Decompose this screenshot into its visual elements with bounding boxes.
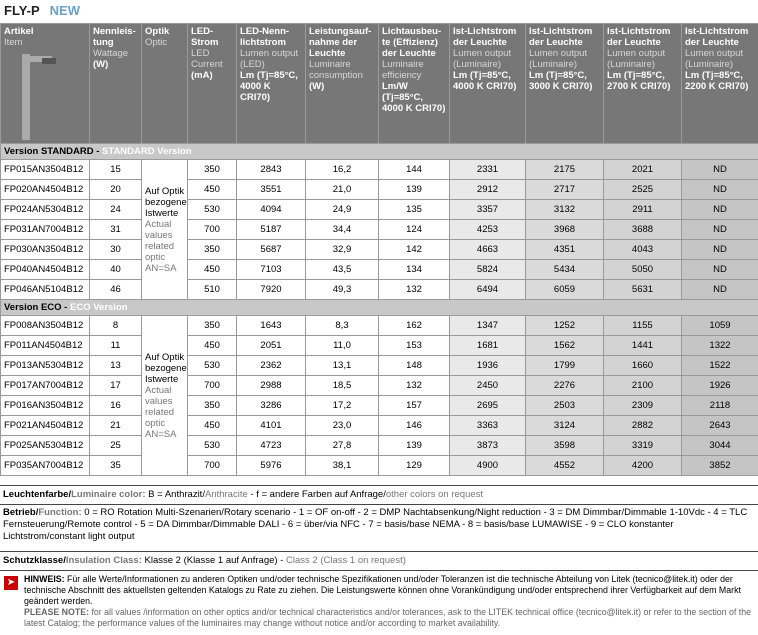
eco-lumen-3000k: 1562 [526, 336, 604, 356]
eco-wattage: 21 [90, 416, 142, 436]
std-lumen-3000k: 2717 [526, 180, 604, 200]
std-consumption: 24,9 [306, 200, 379, 220]
eco-led-current: 530 [188, 436, 237, 456]
eco-lumen-3000k: 1799 [526, 356, 604, 376]
eco-lumen-2200k: 1059 [682, 316, 758, 336]
std-led-current: 700 [188, 220, 237, 240]
std-lumen-2700k: 3688 [604, 220, 682, 240]
std-efficiency: 134 [379, 260, 450, 280]
eco-lumen-2700k: 2309 [604, 396, 682, 416]
eco-wattage: 8 [90, 316, 142, 336]
table-row [1, 220, 758, 240]
std-consumption: 49,3 [306, 280, 379, 300]
std-led-current: 530 [188, 200, 237, 220]
warning-note: ➤ HINWEIS: Für alle Werte/Informationen zu anderen Optiken und/oder technische Spezifikationen und/oder Toleranzen ist die technische Abteilung von Litek (tecnico@litek.it) oder der technische Abschnitt des aktuellsten geltenden Katalogs zu Rate zu ziehen. Die Leistungswerte können ohne Vorankündigung und/oder entsprechend ihrer Verfügbarkeit auf dem Markt geändert werden. PLEASE NOTE: for all values /information on other optics and/or technical characteristics and/or tolerances, ask to the LITEK technical office (tecnico@litek.it) or refer to the section of the latest Catalog; the performance values of the luminaires may change without notice and/or according to market availability. [0, 574, 758, 629]
eco-led-lumen: 3286 [237, 396, 306, 416]
eco-lumen-2200k: 3044 [682, 436, 758, 456]
std-consumption: 34,4 [306, 220, 379, 240]
eco-lumen-2700k: 4200 [604, 456, 682, 476]
eco-wattage: 17 [90, 376, 142, 396]
eco-lumen-3000k: 1252 [526, 316, 604, 336]
new-badge: NEW [49, 2, 80, 18]
table-row [1, 160, 758, 180]
std-wattage: 20 [90, 180, 142, 200]
section-eco: Version ECO - ECO Version [1, 300, 758, 316]
header-wattage: Nennleis-tung Wattage (W) [90, 24, 142, 144]
std-lumen-2700k: 2021 [604, 160, 682, 180]
std-lumen-2200k: ND [682, 220, 758, 240]
eco-wattage: 16 [90, 396, 142, 416]
eco-lumen-3000k: 3124 [526, 416, 604, 436]
eco-led-lumen: 2988 [237, 376, 306, 396]
eco-consumption: 8,3 [306, 316, 379, 336]
title-bar [0, 0, 758, 20]
eco-consumption: 13,1 [306, 356, 379, 376]
eco-lumen-2200k: 2118 [682, 396, 758, 416]
std-lumen-3000k: 2175 [526, 160, 604, 180]
note-function: Betrieb/Function: 0 = RO Rotation Multi-Szenarien/Rotary scenario - 1 = OF on-off - 2 = DMP Nachtabsenkung/Night reduction - 3 = DM Dimmbar/Dimmable 1-10Vdc - 4 = TLC Fernsteuerung/Remote control - 5 = DA Dimmbar/Dimmable DALI - 6 = über/via NFC - 7 = basis/base NEMA - 8 = basis/base LUMAWISE - 9 = CLO konstanter Lichtstrom/constant light output [3, 507, 748, 542]
std-lumen-3000k: 5434 [526, 260, 604, 280]
header-led-lumen: LED-Nenn-lichtstrom Lumen output (LED) Lm (Tj=85°C, 4000 K CRI70) [237, 24, 306, 144]
table-row [1, 356, 758, 376]
eco-led-lumen: 5976 [237, 456, 306, 476]
eco-lumen-2700k: 2882 [604, 416, 682, 436]
eco-item-code: FP025AN5304B12 [1, 436, 90, 456]
std-led-current: 350 [188, 240, 237, 260]
warning-icon: ➤ [4, 576, 18, 590]
eco-led-lumen: 2362 [237, 356, 306, 376]
table-row [1, 180, 758, 200]
table-row [1, 396, 758, 416]
eco-efficiency: 148 [379, 356, 450, 376]
eco-lumen-4000k: 2695 [450, 396, 526, 416]
eco-efficiency: 139 [379, 436, 450, 456]
std-efficiency: 135 [379, 200, 450, 220]
eco-led-lumen: 1643 [237, 316, 306, 336]
luminaire-thumbnail [22, 54, 30, 140]
optic-note: Auf Optik bezogene Istwerte Actual values related optic AN=SA [142, 316, 188, 476]
eco-rows [1, 300, 758, 476]
eco-led-current: 700 [188, 376, 237, 396]
eco-item-code: FP011AN4504B12 [1, 336, 90, 356]
std-consumption: 16,2 [306, 160, 379, 180]
std-lumen-4000k: 5824 [450, 260, 526, 280]
table-row [1, 240, 758, 260]
std-consumption: 43,5 [306, 260, 379, 280]
std-led-lumen: 7103 [237, 260, 306, 280]
eco-wattage: 13 [90, 356, 142, 376]
eco-wattage: 25 [90, 436, 142, 456]
eco-lumen-2700k: 3319 [604, 436, 682, 456]
eco-led-current: 350 [188, 316, 237, 336]
eco-led-current: 700 [188, 456, 237, 476]
eco-lumen-2200k: 1926 [682, 376, 758, 396]
eco-lumen-2700k: 1441 [604, 336, 682, 356]
std-item-code: FP030AN3504B12 [1, 240, 90, 260]
eco-lumen-2700k: 1155 [604, 316, 682, 336]
std-led-current: 510 [188, 280, 237, 300]
std-lumen-4000k: 3357 [450, 200, 526, 220]
eco-lumen-4000k: 4900 [450, 456, 526, 476]
std-efficiency: 124 [379, 220, 450, 240]
std-led-current: 450 [188, 180, 237, 200]
eco-wattage: 11 [90, 336, 142, 356]
eco-lumen-4000k: 1936 [450, 356, 526, 376]
table-row [1, 416, 758, 436]
eco-led-lumen: 2051 [237, 336, 306, 356]
eco-led-lumen: 4723 [237, 436, 306, 456]
std-lumen-2700k: 4043 [604, 240, 682, 260]
std-lumen-2200k: ND [682, 180, 758, 200]
std-efficiency: 142 [379, 240, 450, 260]
note-insulation: Schutzklasse/Insulation Class: Klasse 2 (Klasse 1 auf Anfrage) - Class 2 (Class 1 on request) [3, 555, 406, 566]
std-consumption: 21,0 [306, 180, 379, 200]
std-wattage: 24 [90, 200, 142, 220]
header-lumen-2700k: Ist-Lichtstrom der Leuchte Lumen output (Luminaire) Lm (Tj=85°C, 2700 K CRI70) [604, 24, 682, 144]
eco-lumen-2200k: 3852 [682, 456, 758, 476]
eco-efficiency: 157 [379, 396, 450, 416]
std-led-lumen: 3551 [237, 180, 306, 200]
eco-efficiency: 146 [379, 416, 450, 436]
std-item-code: FP046AN5104B12 [1, 280, 90, 300]
std-lumen-3000k: 3968 [526, 220, 604, 240]
eco-lumen-4000k: 1681 [450, 336, 526, 356]
std-lumen-3000k: 4351 [526, 240, 604, 260]
header-led-current: LED-Strom LED Current (mA) [188, 24, 237, 144]
std-item-code: FP031AN7004B12 [1, 220, 90, 240]
eco-lumen-4000k: 3873 [450, 436, 526, 456]
table-row [1, 336, 758, 356]
std-item-code: FP040AN4504B12 [1, 260, 90, 280]
std-lumen-2700k: 5050 [604, 260, 682, 280]
divider [0, 570, 758, 571]
header-efficiency: Lichtausbeu-te (Effizienz) der Leuchte Luminaire efficiency Lm/W (Tj=85°C, 4000 K CRI70) [379, 24, 450, 144]
std-item-code: FP024AN5304B12 [1, 200, 90, 220]
table-row [1, 456, 758, 476]
product-title: FLY-P [4, 2, 40, 18]
eco-led-lumen: 4101 [237, 416, 306, 436]
std-lumen-2200k: ND [682, 260, 758, 280]
header-lumen-2200k: Ist-Lichtstrom der Leuchte Lumen output (Luminaire) Lm (Tj=85°C, 2200 K CRI70) [682, 24, 758, 144]
std-led-lumen: 5187 [237, 220, 306, 240]
std-led-lumen: 2843 [237, 160, 306, 180]
std-wattage: 15 [90, 160, 142, 180]
eco-lumen-3000k: 3598 [526, 436, 604, 456]
std-lumen-3000k: 3132 [526, 200, 604, 220]
section-standard: Version STANDARD - STANDARD Version [1, 144, 758, 160]
eco-lumen-2700k: 1660 [604, 356, 682, 376]
standard-rows [1, 144, 758, 300]
table-row [1, 436, 758, 456]
eco-item-code: FP021AN4504B12 [1, 416, 90, 436]
eco-consumption: 23,0 [306, 416, 379, 436]
std-lumen-2200k: ND [682, 240, 758, 260]
eco-lumen-2700k: 2100 [604, 376, 682, 396]
divider [0, 504, 758, 505]
table-header [1, 24, 758, 144]
spec-table [0, 23, 758, 476]
std-led-current: 450 [188, 260, 237, 280]
std-efficiency: 144 [379, 160, 450, 180]
eco-lumen-2200k: 1322 [682, 336, 758, 356]
eco-efficiency: 132 [379, 376, 450, 396]
header-lumen-4000k: Ist-Lichtstrom der Leuchte Lumen output (Luminaire) Lm (Tj=85°C, 4000 K CRI70) [450, 24, 526, 144]
table-row [1, 316, 758, 336]
eco-lumen-4000k: 3363 [450, 416, 526, 436]
eco-consumption: 27,8 [306, 436, 379, 456]
std-item-code: FP020AN4504B12 [1, 180, 90, 200]
header-lumen-3000k: Ist-Lichtstrom der Leuchte Lumen output (Luminaire) Lm (Tj=85°C, 3000 K CRI70) [526, 24, 604, 144]
eco-lumen-3000k: 2503 [526, 396, 604, 416]
table-row [1, 376, 758, 396]
eco-led-current: 350 [188, 396, 237, 416]
eco-efficiency: 129 [379, 456, 450, 476]
eco-item-code: FP035AN7004B12 [1, 456, 90, 476]
std-lumen-4000k: 2912 [450, 180, 526, 200]
eco-efficiency: 153 [379, 336, 450, 356]
std-lumen-2200k: ND [682, 160, 758, 180]
std-wattage: 40 [90, 260, 142, 280]
std-wattage: 46 [90, 280, 142, 300]
std-led-lumen: 5687 [237, 240, 306, 260]
std-lumen-2200k: ND [682, 200, 758, 220]
std-item-code: FP015AN3504B12 [1, 160, 90, 180]
std-lumen-2700k: 2911 [604, 200, 682, 220]
eco-item-code: FP016AN3504B12 [1, 396, 90, 416]
std-led-current: 350 [188, 160, 237, 180]
eco-consumption: 17,2 [306, 396, 379, 416]
eco-lumen-4000k: 2450 [450, 376, 526, 396]
std-led-lumen: 7920 [237, 280, 306, 300]
std-lumen-2200k: ND [682, 280, 758, 300]
std-lumen-4000k: 4253 [450, 220, 526, 240]
eco-item-code: FP013AN5304B12 [1, 356, 90, 376]
eco-led-current: 450 [188, 336, 237, 356]
note-color: Leuchtenfarbe/Luminaire color: B = Anthrazit/Anthracite - f = andere Farben auf Anfrage/other colors on request [3, 489, 484, 500]
std-consumption: 32,9 [306, 240, 379, 260]
eco-led-current: 530 [188, 356, 237, 376]
eco-consumption: 11,0 [306, 336, 379, 356]
table-row [1, 260, 758, 280]
table-row [1, 200, 758, 220]
eco-item-code: FP008AN3504B12 [1, 316, 90, 336]
eco-lumen-2200k: 2643 [682, 416, 758, 436]
std-led-lumen: 4094 [237, 200, 306, 220]
eco-led-current: 450 [188, 416, 237, 436]
header-optic: Optik Optic [142, 24, 188, 144]
std-lumen-2700k: 2525 [604, 180, 682, 200]
eco-consumption: 18,5 [306, 376, 379, 396]
std-lumen-4000k: 6494 [450, 280, 526, 300]
eco-lumen-3000k: 4552 [526, 456, 604, 476]
eco-item-code: FP017AN7004B12 [1, 376, 90, 396]
std-lumen-4000k: 2331 [450, 160, 526, 180]
divider [0, 485, 758, 486]
eco-lumen-3000k: 2276 [526, 376, 604, 396]
eco-lumen-2200k: 1522 [682, 356, 758, 376]
eco-wattage: 35 [90, 456, 142, 476]
header-item: Artikel Item [1, 24, 90, 144]
std-efficiency: 139 [379, 180, 450, 200]
std-wattage: 31 [90, 220, 142, 240]
table-row [1, 280, 758, 300]
std-wattage: 30 [90, 240, 142, 260]
std-efficiency: 132 [379, 280, 450, 300]
std-lumen-3000k: 6059 [526, 280, 604, 300]
eco-efficiency: 162 [379, 316, 450, 336]
eco-consumption: 38,1 [306, 456, 379, 476]
eco-lumen-4000k: 1347 [450, 316, 526, 336]
divider [0, 551, 758, 552]
optic-note: Auf Optik bezogene Istwerte Actual values related optic AN=SA [142, 160, 188, 300]
std-lumen-2700k: 5631 [604, 280, 682, 300]
header-consumption: Leistungsauf-nahme der Leuchte Luminaire consumption (W) [306, 24, 379, 144]
std-lumen-4000k: 4663 [450, 240, 526, 260]
